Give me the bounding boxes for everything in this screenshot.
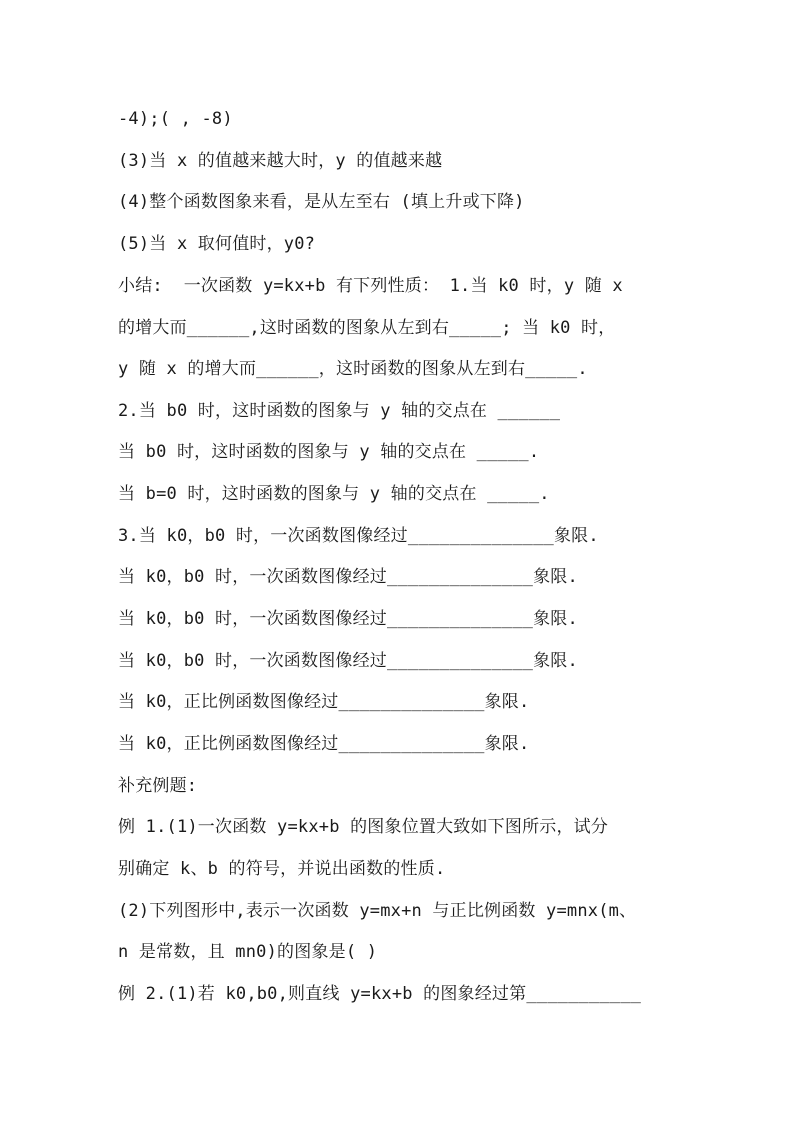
text-line-4: (5)当 x 取何值时，y0? <box>118 234 316 254</box>
text-line-18: 例 1.(1)一次函数 y=kx+b 的图象位置大致如下图所示，试分 <box>118 817 609 837</box>
text-line-15: 当 k0，正比例函数图像经过______________象限. <box>118 692 530 712</box>
text-line-10: 当 b=0 时，这时函数的图象与 y 轴的交点在 _____. <box>118 484 550 504</box>
text-line-5: 小结: 一次函数 y=kx+b 有下列性质： 1.当 k0 时，y 随 x <box>118 276 623 296</box>
text-line-1: -4);( , -8) <box>118 109 233 129</box>
text-line-7: y 随 x 的增大而______，这时函数的图象从左到右_____. <box>118 359 588 379</box>
text-line-8: 2.当 b0 时，这时函数的图象与 y 轴的交点在 ______ <box>118 401 561 421</box>
text-line-9: 当 b0 时，这时函数的图象与 y 轴的交点在 _____. <box>118 442 540 462</box>
text-line-3: (4)整个函数图象来看，是从左至右 (填上升或下降) <box>118 192 525 212</box>
text-line-22: 例 2.(1)若 k0,b0,则直线 y=kx+b 的图象经过第___________ <box>118 984 642 1004</box>
text-line-20: (2)下列图形中,表示一次函数 y=mx+n 与正比例函数 y=mnx(m、 <box>118 901 637 921</box>
text-line-6: 的增大而______,这时函数的图象从左到右_____; 当 k0 时， <box>118 318 616 338</box>
text-line-11: 3.当 k0，b0 时，一次函数图像经过______________象限. <box>118 526 599 546</box>
text-line-21: n 是常数，且 mn0)的图象是( ) <box>118 942 378 962</box>
text-line-19: 别确定 k、b 的符号，并说出函数的性质. <box>118 859 446 879</box>
text-line-17: 补充例题: <box>118 776 198 796</box>
text-line-13: 当 k0，b0 时，一次函数图像经过______________象限. <box>118 609 578 629</box>
text-line-2: (3)当 x 的值越来越大时，y 的值越来越 <box>118 151 443 171</box>
text-line-16: 当 k0，正比例函数图像经过______________象限. <box>118 734 530 754</box>
text-line-12: 当 k0，b0 时，一次函数图像经过______________象限. <box>118 567 578 587</box>
text-line-14: 当 k0，b0 时，一次函数图像经过______________象限. <box>118 651 578 671</box>
